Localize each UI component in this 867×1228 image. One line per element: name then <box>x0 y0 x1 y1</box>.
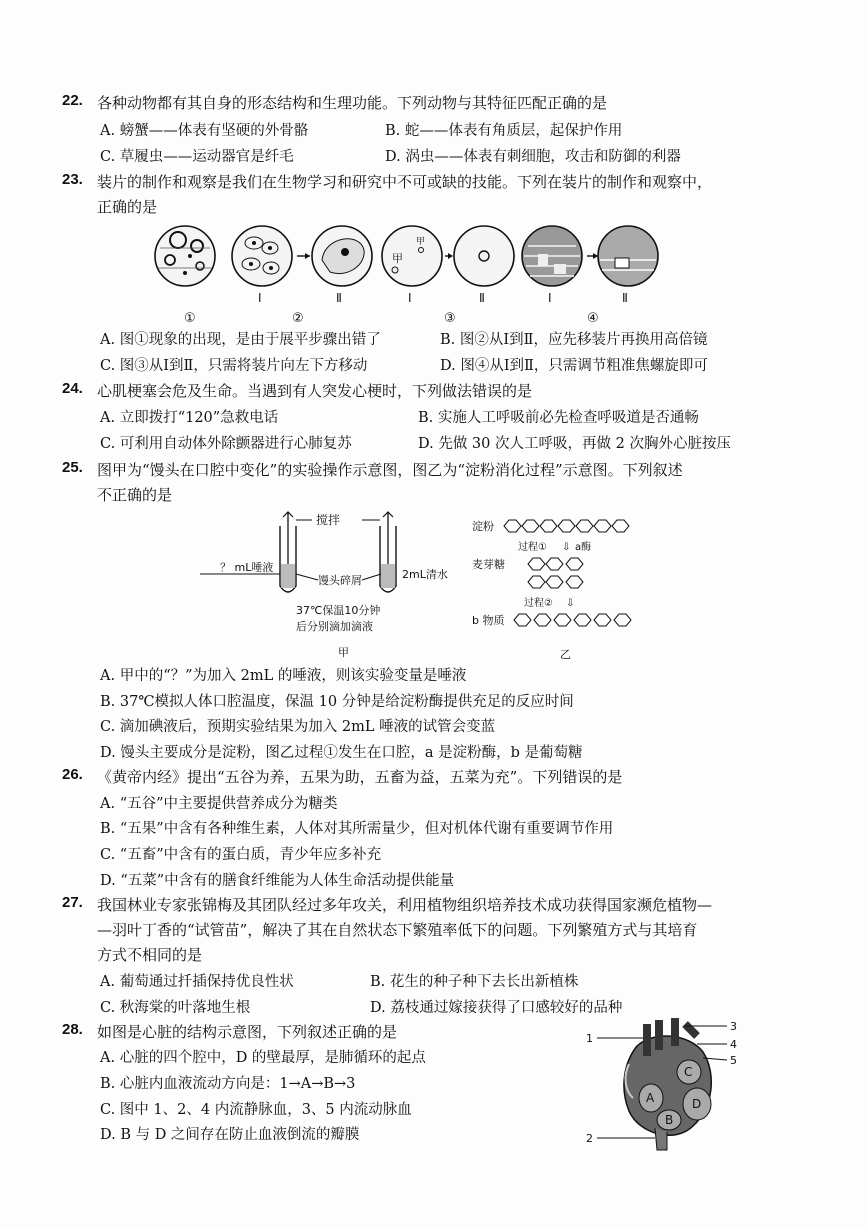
option-c: C. 草履虫——运动器官是纤毛 <box>100 149 294 165</box>
question-number: 25. <box>62 459 83 476</box>
process-1-label: 过程① <box>518 542 547 553</box>
question-number: 22. <box>62 92 83 109</box>
heart-diagram <box>585 1016 745 1151</box>
heart-chamber-C: C <box>684 1065 693 1079</box>
question-number: 27. <box>62 894 83 911</box>
question-stem-cont: —羽叶丁香的“试管苗”，解决了其在自然状态下繁殖率低下的问题。下列繁殖方式与其培育 <box>97 921 698 939</box>
crumbs-label: 馒头碎屑 <box>318 574 362 587</box>
figure-caption: 甲 <box>338 646 349 658</box>
option-a: A. 立即拨打“120”急救电话 <box>100 410 279 426</box>
question-stem-cont: 不正确的是 <box>97 486 173 504</box>
fig3-label-jia: 甲 <box>392 252 403 265</box>
option-c: C. 滴加碘液后，预期实验结果为加入 2mL 唾液的试管会变蓝 <box>100 719 496 735</box>
right-tube-label: 2mL清水 <box>402 568 448 581</box>
heart-label-3: 3 <box>730 1020 737 1033</box>
option-d: D. 荔枝通过嫁接获得了口感较好的品种 <box>370 1000 623 1016</box>
roman-label: Ⅱ <box>622 291 628 305</box>
roman-label: Ⅰ <box>408 291 412 305</box>
option-d: D. B 与 D 之间存在防止血液倒流的瓣膜 <box>100 1127 360 1143</box>
question-stem: 图甲为“馒头在口腔中变化”的实验操作示意图，图乙为“淀粉消化过程”示意图。下列叙述 <box>97 461 683 479</box>
fig4-clear-view <box>598 226 658 286</box>
option-d: D. 先做 30 次人工呼吸，再做 2 次胸外心脏按压 <box>418 436 731 452</box>
roman-label: Ⅱ <box>479 291 485 305</box>
option-b: B. “五果”中含有各种维生素，人体对其所需量少，但对机体代谢有重要调节作用 <box>100 821 614 837</box>
fig4-blurry-view <box>522 226 582 286</box>
heart-chamber-A: A <box>646 1091 655 1105</box>
question-stem: 我国林业专家张锦梅及其团队经过多年攻关，利用植物组织培养技术成功获得国家濒危植物— <box>97 896 713 914</box>
option-d: D. 馒头主要成分是淀粉，图乙过程①发生在口腔，a 是淀粉酶，b 是葡萄糖 <box>100 745 583 761</box>
question-stem-cont: 方式不相同的是 <box>97 946 203 964</box>
fig3-view-1 <box>382 226 442 286</box>
figure-number: ① <box>184 311 196 326</box>
option-b: B. 花生的种子种下去长出新植株 <box>370 974 579 990</box>
figure-number: ③ <box>444 311 456 326</box>
roman-label: Ⅰ <box>548 291 552 305</box>
product-label: b 物质 <box>472 614 505 627</box>
option-b: B. 37℃模拟人体口腔温度，保温 10 分钟是给淀粉酶提供充足的反应时间 <box>100 694 574 710</box>
option-c: C. 图③从Ⅰ到Ⅱ，只需将装片向左下方移动 <box>100 358 368 374</box>
starch-label: 淀粉 <box>472 520 494 533</box>
fig2-low-power-view <box>232 226 292 286</box>
arrow-glyph: ⇩ <box>566 598 575 609</box>
fig3-label-jia-top: 甲 <box>416 237 426 247</box>
fig3-view-2 <box>454 226 514 286</box>
stir-label: 搅拌 <box>316 513 341 527</box>
question-stem: 各种动物都有其自身的形态结构和生理功能。下列动物与其特征匹配正确的是 <box>97 94 608 112</box>
maltose-label: 麦芽糖 <box>472 558 505 571</box>
option-c: C. 图中 1、2、4 内流静脉血，3、5 内流动脉血 <box>100 1102 412 1118</box>
option-a: A. 心脏的四个腔中，D 的壁最厚，是肺循环的起点 <box>100 1050 426 1066</box>
question-stem: 装片的制作和观察是我们在生物学习和研究中不可或缺的技能。下列在装片的制作和观察中， <box>97 173 713 191</box>
option-d: D. 图④从Ⅰ到Ⅱ，只需调节粗准焦螺旋即可 <box>440 358 708 374</box>
fig1-bubbles-view <box>155 226 215 286</box>
option-c: C. 可利用自动体外除颤器进行心肺复苏 <box>100 436 352 452</box>
option-c: C. 秋海棠的叶落地生根 <box>100 1000 251 1016</box>
starch-digestion-figure <box>470 512 640 662</box>
process-2-label: 过程② <box>524 598 553 609</box>
roman-label: Ⅱ <box>336 291 342 305</box>
heart-label-4: 4 <box>730 1038 737 1051</box>
option-b: B. 图②从Ⅰ到Ⅱ，应先移装片再换用高倍镜 <box>440 332 708 348</box>
question-number: 23. <box>62 171 83 188</box>
question-number: 24. <box>62 380 83 397</box>
figure-number: ④ <box>587 311 599 326</box>
question-stem: 如图是心脏的结构示意图，下列叙述正确的是 <box>97 1023 398 1041</box>
option-c: C. “五畜”中含有的蛋白质，青少年应多补充 <box>100 847 382 863</box>
option-d: D. 涡虫——体表有刺细胞，攻击和防御的利器 <box>385 149 681 165</box>
option-b: B. 心脏内血液流动方向是：1→A→B→3 <box>100 1076 356 1092</box>
question-stem: 《黄帝内经》提出“五谷为养，五果为助，五畜为益，五菜为充”。下列错误的是 <box>97 768 623 786</box>
left-tube-label: ？ mL唾液 <box>220 561 274 574</box>
option-a: A. 甲中的“？”为加入 2mL 的唾液，则该实验变量是唾液 <box>100 668 467 684</box>
fig2-high-power-view <box>312 226 372 286</box>
option-b: B. 蛇——体表有角质层，起保护作用 <box>385 123 623 139</box>
heart-label-5: 5 <box>730 1054 737 1067</box>
figure-number: ② <box>292 311 304 326</box>
heart-chamber-B: B <box>665 1113 674 1127</box>
option-b: B. 实施人工呼吸前必先检查呼吸道是否通畅 <box>418 410 699 426</box>
heart-label-2: 2 <box>586 1132 593 1145</box>
enzyme-label: a酶 <box>575 542 592 553</box>
arrow-glyph: ⇩ <box>562 542 571 553</box>
option-a: A. “五谷”中主要提供营养成分为糖类 <box>100 796 338 812</box>
option-d: D. “五菜”中含有的膳食纤维能为人体生命活动提供能量 <box>100 873 455 889</box>
procedure-note: 37℃保温10分钟 <box>296 604 381 617</box>
figure-caption: 乙 <box>560 648 571 661</box>
microscope-figure <box>150 218 670 326</box>
heart-label-1: 1 <box>586 1032 593 1045</box>
question-stem-cont: 正确的是 <box>97 198 158 216</box>
question-number: 28. <box>62 1021 83 1038</box>
question-stem: 心肌梗塞会危及生命。当遇到有人突发心梗时，下列做法错误的是 <box>97 382 533 400</box>
option-a: A. 螃蟹——体表有坚硬的外骨骼 <box>100 123 309 139</box>
roman-label: Ⅰ <box>258 291 262 305</box>
option-a: A. 葡萄通过扦插保持优良性状 <box>100 974 294 990</box>
question-number: 26. <box>62 766 83 783</box>
heart-chamber-D: D <box>692 1097 702 1111</box>
experiment-figure <box>200 508 460 658</box>
option-a: A. 图①现象的出现，是由于展平步骤出错了 <box>100 332 381 348</box>
procedure-note: 后分别滴加滴液 <box>296 620 373 633</box>
